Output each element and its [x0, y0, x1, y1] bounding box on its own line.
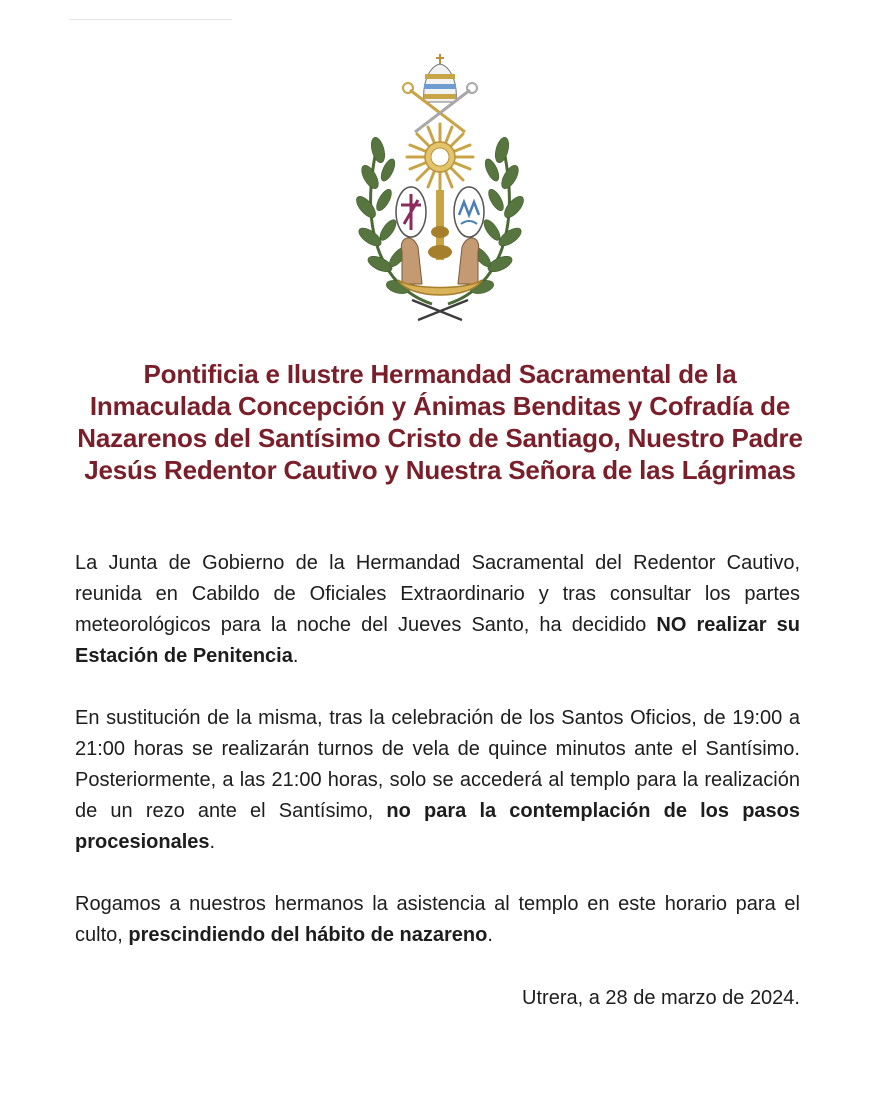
title-line-3: Nazarenos del Santísimo Cristo de Santiago, Nuestro Padre [77, 423, 803, 453]
announcement-paragraph-1 [75, 548, 800, 672]
paragraph-2-text: En sustitución de la misma, tras la celebración de los Santos Oficios, de 19:00 a 21:00 horas se realizarán turnos de vela de quince minutos ante el Santísimo. Posteriormente, a las 21:00 horas, solo se accederá al templo para la realización de un rezo ante el Santísimo, [75, 707, 800, 822]
brotherhood-coat-of-arms-icon [340, 52, 540, 327]
announcement-paragraph-3 [75, 889, 800, 951]
paragraph-2-emphasis: no para la contemplación de los pasos procesionales [75, 800, 800, 853]
paragraph-1-text: La Junta de Gobierno de la Hermandad Sacramental del Redentor Cautivo, reunida en Cabildo de Oficiales Extraordinario y tras consultar los partes meteorológicos para la noche del Jueves Santo, ha decidido [75, 552, 800, 636]
paragraph-3-text: Rogamos a nuestros hermanos la asistencia al templo en este horario para el culto, [75, 893, 800, 946]
paragraph-1-emphasis: NO realizar su Estación de Penitencia [75, 614, 800, 667]
brotherhood-title [60, 358, 820, 486]
announcement-paragraph-2 [75, 703, 800, 858]
title-line-4: Jesús Redentor Cautivo y Nuestra Señora de las Lágrimas [84, 455, 796, 485]
paragraph-2-end: . [209, 831, 216, 853]
paragraph-3-emphasis: prescindiendo del hábito de nazareno [128, 924, 488, 946]
title-line-2: Inmaculada Concepción y Ánimas Benditas y Cofradía de [89, 391, 791, 421]
paragraph-1-end: . [292, 645, 299, 667]
title-line-1: Pontificia e Ilustre Hermandad Sacramental de la [143, 359, 737, 389]
place-and-date: Utrera, a 28 de marzo de 2024. [522, 987, 800, 1009]
top-divider [70, 19, 232, 20]
paragraph-3-end: . [487, 924, 493, 946]
